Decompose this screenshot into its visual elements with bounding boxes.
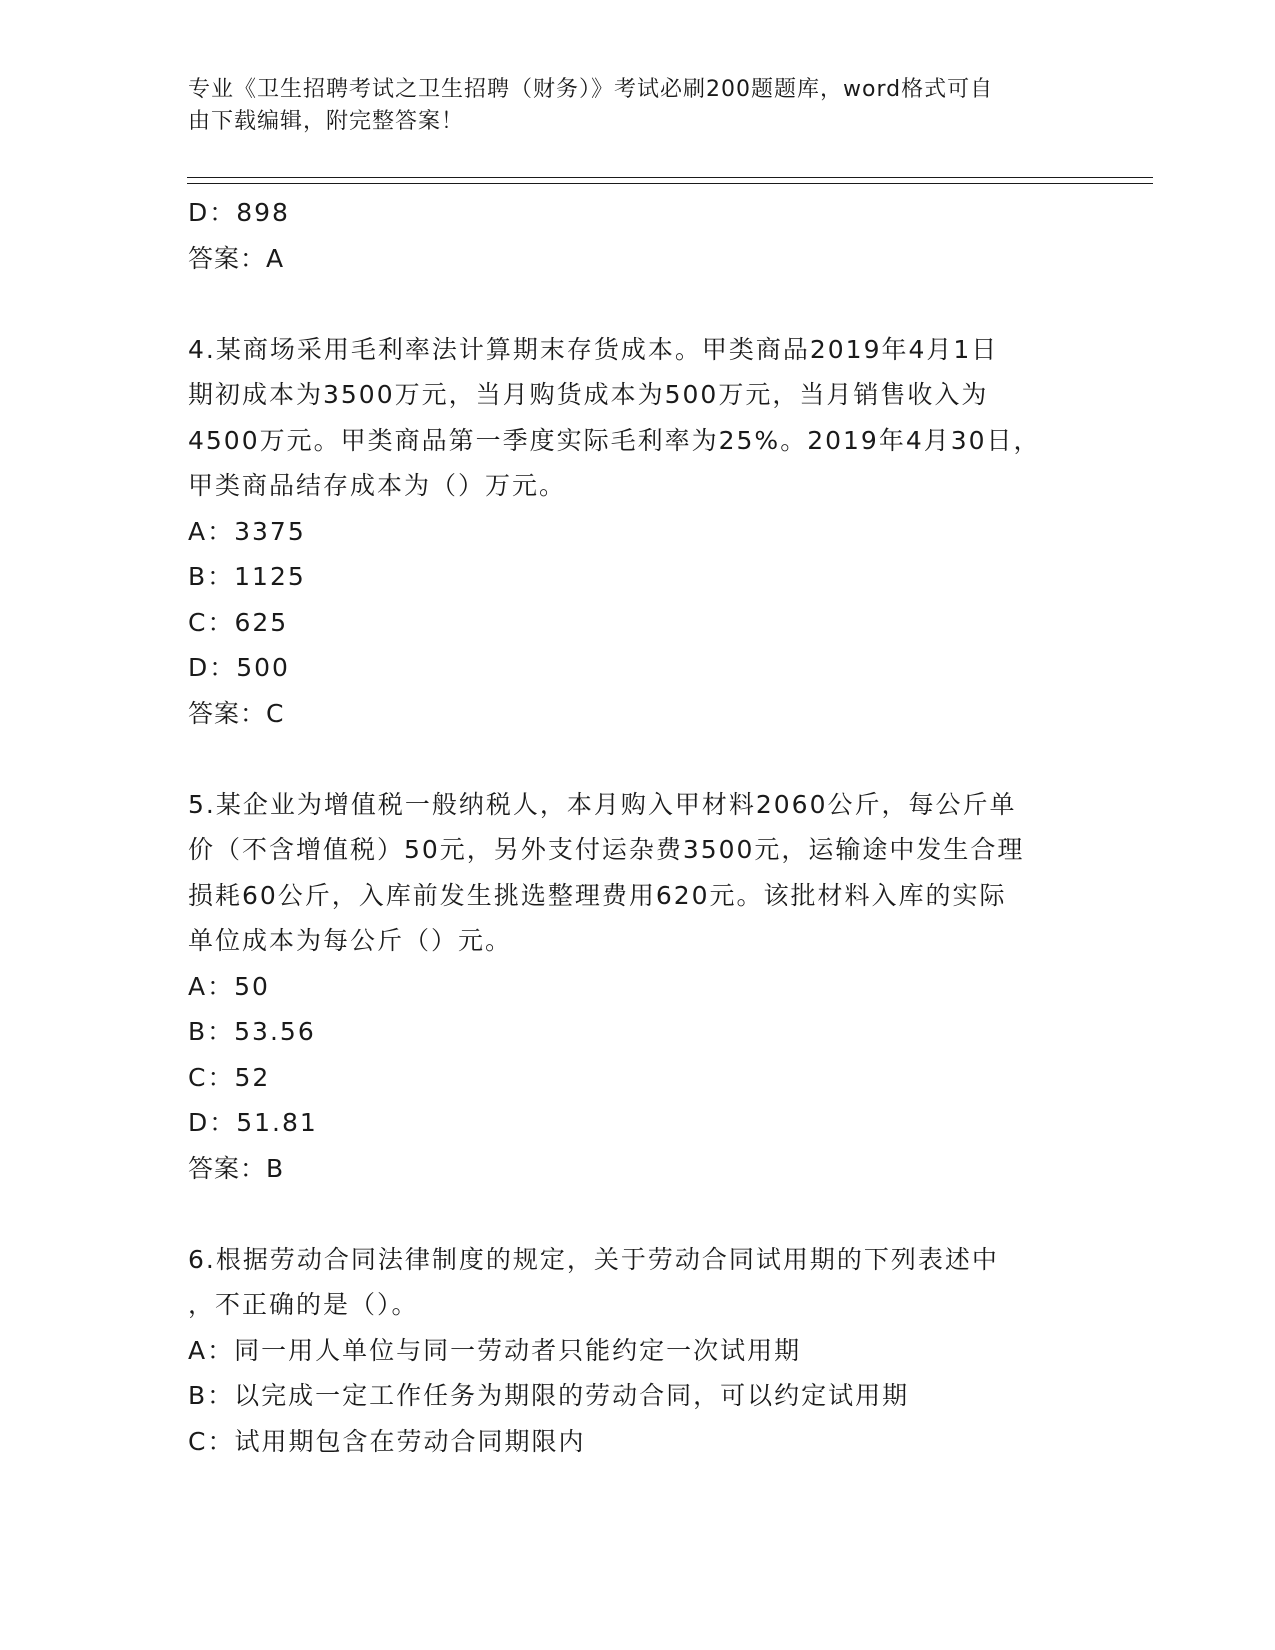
question-stem-line: 期初成本为3500万元，当月购货成本为500万元，当月销售收入为 [188, 380, 989, 409]
spacer [188, 736, 1088, 782]
option-d: D：500 [188, 653, 290, 682]
answer-line: 答案：A [188, 243, 285, 273]
answer-line: 答案：C [188, 698, 285, 728]
document-header [188, 74, 1088, 138]
question-4 [188, 327, 1088, 737]
answer-line: 答案：B [188, 1153, 285, 1183]
header-line-1: 专业《卫生招聘考试之卫生招聘（财务）》考试必刷200题题库，word格式可自 [188, 77, 994, 102]
option-b: B：以完成一定工作任务为期限的劳动合同，可以约定试用期 [188, 1381, 910, 1410]
question-stem-line: 4500万元。甲类商品第一季度实际毛利率为25%。2019年4月30日， [188, 425, 1041, 455]
header-divider-bottom [187, 183, 1153, 184]
option-a: A：同一用人单位与同一劳动者只能约定一次试用期 [188, 1335, 802, 1365]
question-stem-line: 6.根据劳动合同法律制度的规定，关于劳动合同试用期的下列表述中 [188, 1244, 999, 1274]
header-line-2: 由下载编辑，附完整答案！ [188, 109, 465, 134]
question-stem-line: 4.某商场采用毛利率法计算期末存货成本。甲类商品2019年4月1日 [188, 334, 999, 364]
question-stem-line: 单位成本为每公斤（）元。 [188, 926, 513, 955]
question-5 [188, 782, 1088, 1192]
option-a: A：50 [188, 971, 270, 1001]
spacer [188, 281, 1088, 327]
option-c: C：52 [188, 1062, 271, 1092]
question-stem-line: 甲类商品结存成本为（）万元。 [188, 471, 567, 500]
header-divider-top [187, 177, 1153, 178]
question-list [188, 190, 1088, 1464]
option-b: B：53.56 [188, 1017, 316, 1046]
question-stem-line: ，不正确的是（）。 [188, 1290, 419, 1319]
question-stem-line: 5.某企业为增值税一般纳税人，本月购入甲材料2060公斤，每公斤单 [188, 789, 1017, 819]
question-6 [188, 1237, 1088, 1465]
option-d: D：898 [188, 198, 290, 227]
option-c: C：625 [188, 607, 289, 637]
option-a: A：3375 [188, 516, 306, 546]
spacer [188, 1191, 1088, 1237]
question-stem-line: 价（不含增值税）50元，另外支付运杂费3500元，运输途中发生合理 [188, 835, 1025, 864]
option-c: C：试用期包含在劳动合同期限内 [188, 1426, 586, 1456]
option-d: D：51.81 [188, 1108, 318, 1137]
option-b: B：1125 [188, 562, 306, 591]
question-stem-line: 损耗60公斤，入库前发生挑选整理费用620元。该批材料入库的实际 [188, 880, 1007, 910]
